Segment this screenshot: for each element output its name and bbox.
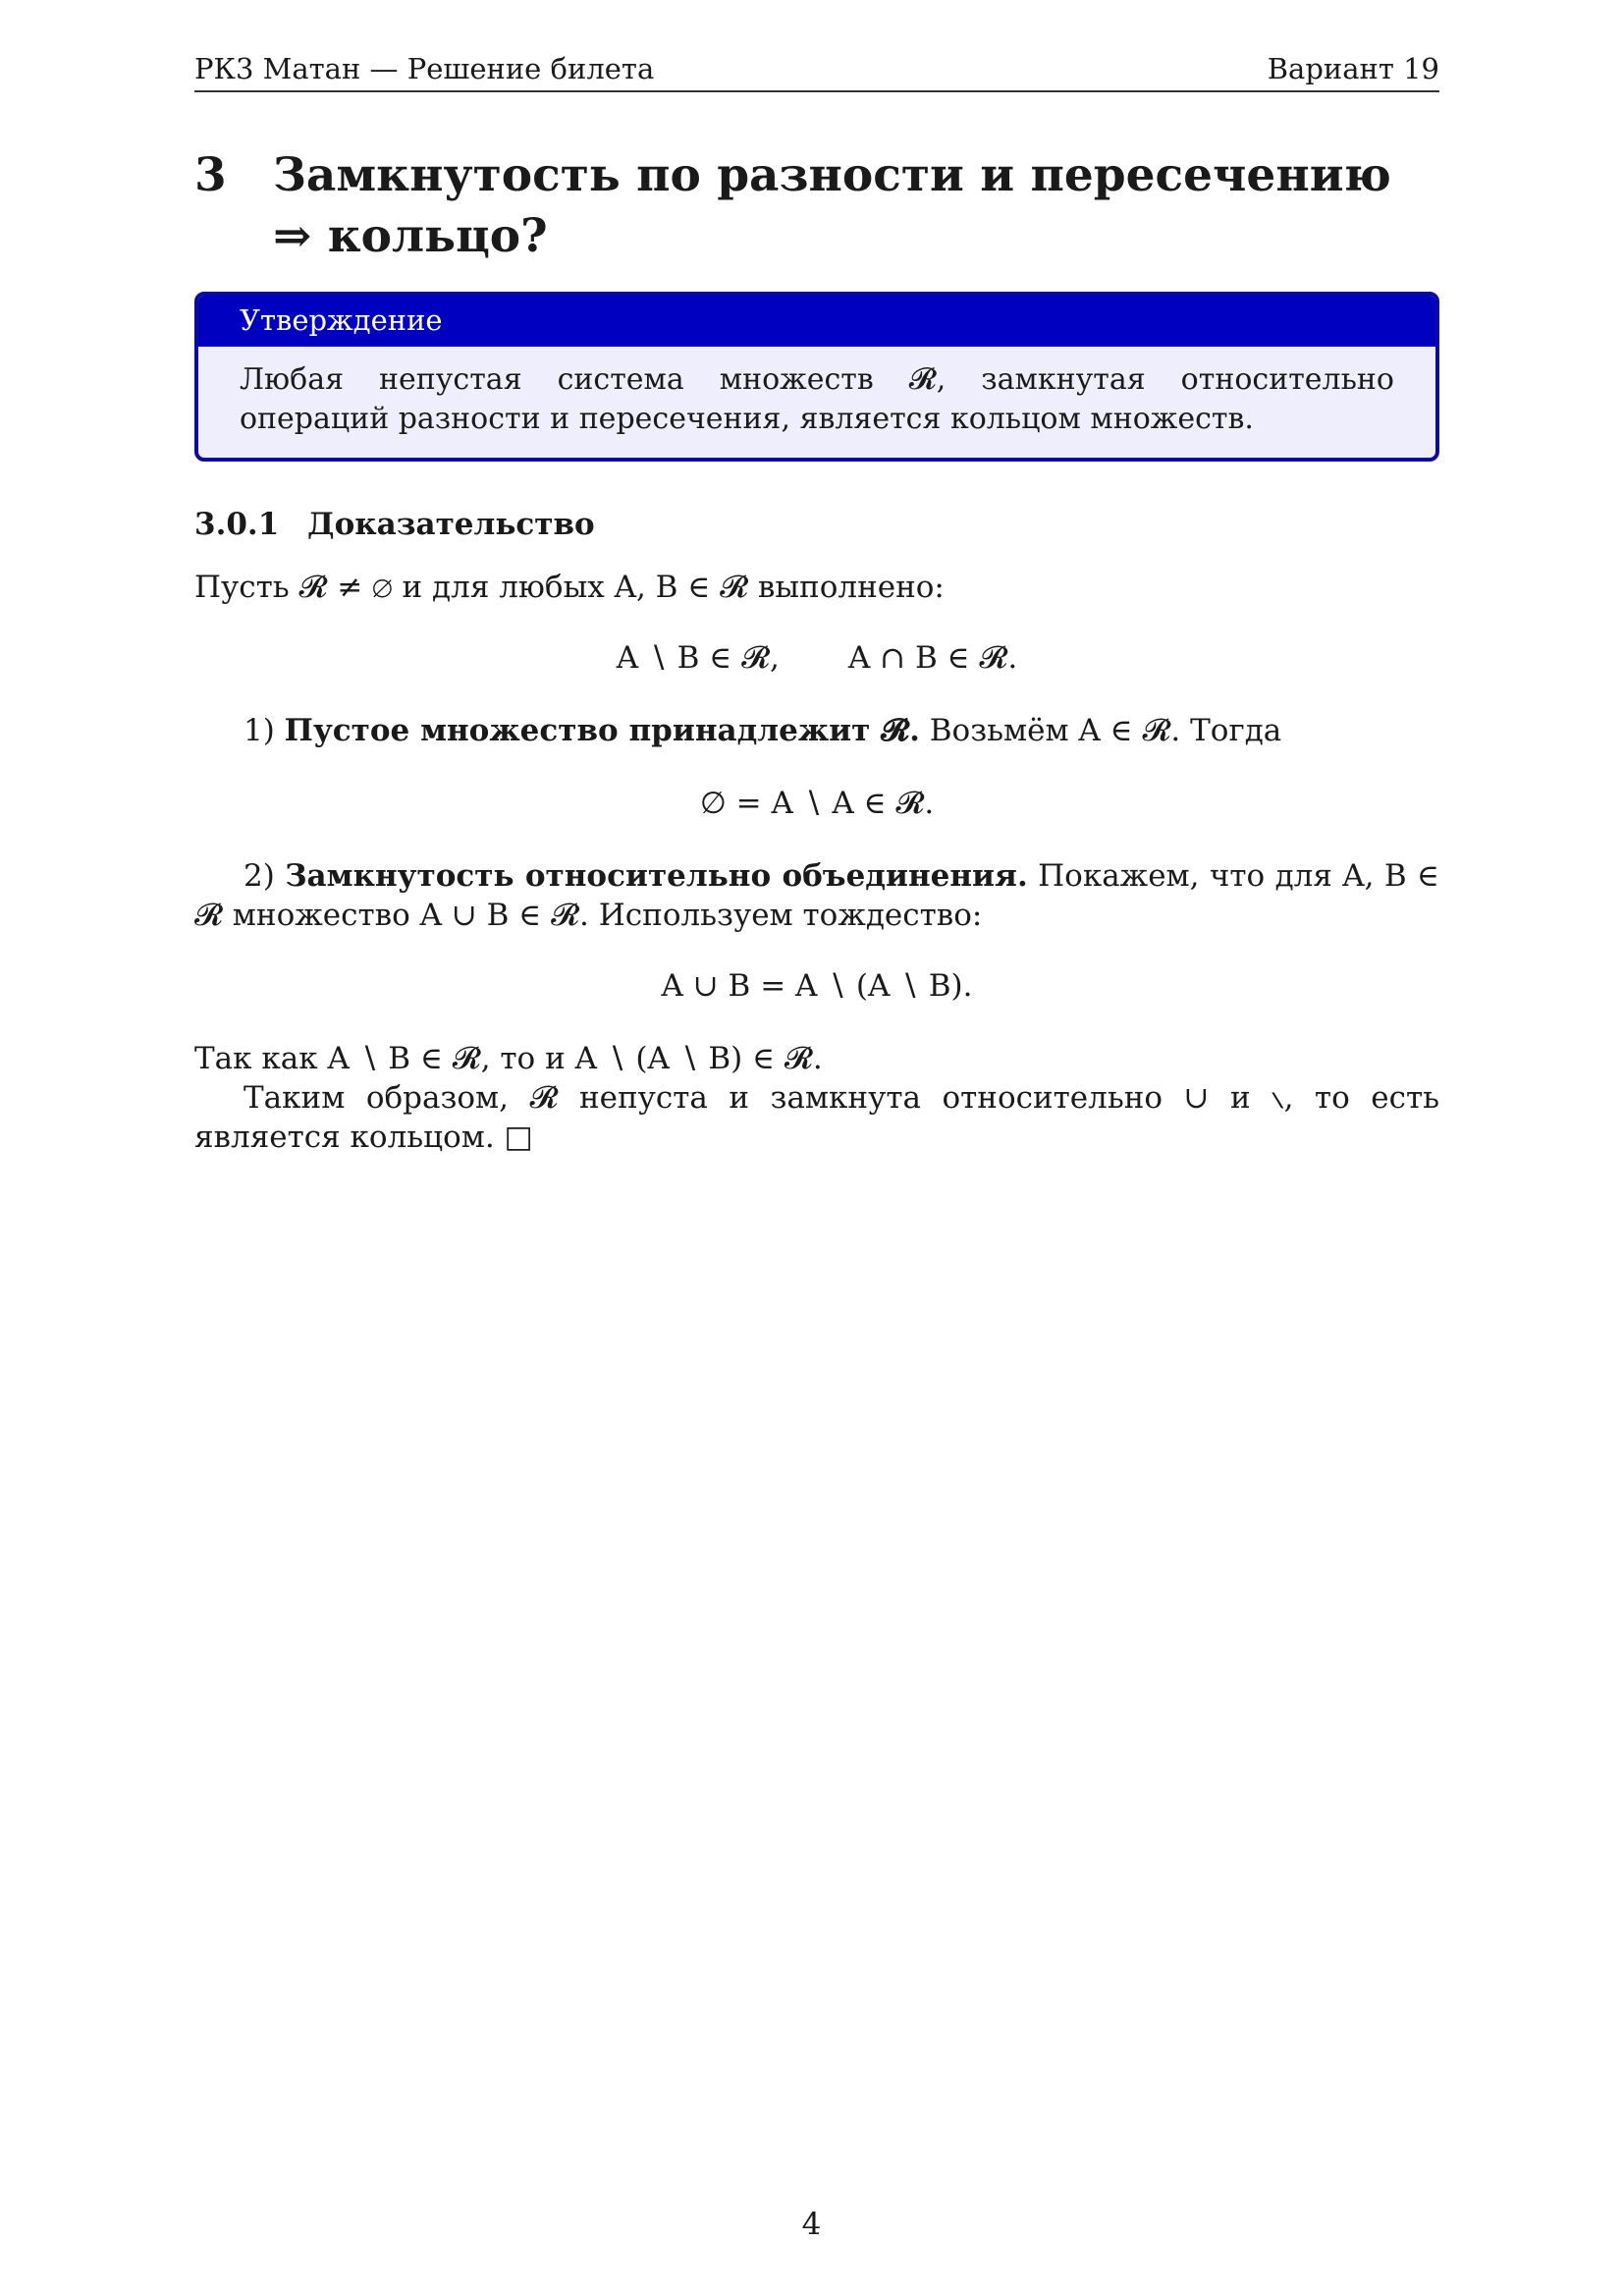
step-2-label: 2) <box>243 858 286 894</box>
equation-closure <box>194 638 1439 678</box>
proof-step-1 <box>194 711 1439 750</box>
step-1-title: Пустое множество принадлежит 𝓡. <box>284 713 920 748</box>
claim-text: Любая непустая система множеств 𝓡, замкнутая относительно операций разности и пересечения, является кольцом множеств. <box>240 362 1394 436</box>
subsection-title: Доказательство <box>307 507 595 542</box>
equation-difference: A ∖ B ∈ 𝓡, <box>616 640 780 676</box>
claim-box <box>194 292 1439 462</box>
section-number: 3 <box>194 148 227 202</box>
running-header <box>194 51 1439 92</box>
subsection-heading <box>194 505 595 544</box>
claim-label: Утверждение <box>198 296 1435 347</box>
section-title: Замкнутость по разности и пересечению ⇒ кольцо? <box>273 148 1391 263</box>
header-variant: Вариант 19 <box>1267 52 1439 85</box>
proof-after-identity: Так как A ∖ B ∈ 𝓡, то и A ∖ (A ∖ B) ∈ 𝓡. <box>194 1041 823 1076</box>
section-heading <box>194 145 1439 267</box>
equation-intersection: A ∩ B ∈ 𝓡. <box>847 640 1018 676</box>
proof-intro: Пусть 𝓡 ≠ ∅ и для любых A, B ∈ 𝓡 выполнено: <box>194 570 945 605</box>
proof-step-2 <box>194 856 1439 935</box>
step-1-label: 1) <box>243 713 285 748</box>
step-1-text: Возьмём A ∈ 𝓡. Тогда <box>919 713 1282 748</box>
subsection-number: 3.0.1 <box>194 507 280 542</box>
header-course-title: РК3 Матан — Решение билета <box>194 52 655 85</box>
page-number: 4 <box>801 2207 822 2242</box>
equation-union-identity: A ∪ B = A ∖ (A ∖ B). <box>661 968 973 1004</box>
step-2-text: Покажем, что для A, B ∈ 𝓡 множество A ∪ B ∈ 𝓡. Используем тождество: <box>194 858 1439 933</box>
equation-empty-set: ∅ = A ∖ A ∈ 𝓡. <box>699 786 935 821</box>
proof-conclusion: Таким образом, 𝓡 непуста и замкнута относительно ∪ и ∖, то есть является кольцом. □ <box>194 1080 1439 1155</box>
step-2-title: Замкнутость относительно объединения. <box>285 858 1028 894</box>
